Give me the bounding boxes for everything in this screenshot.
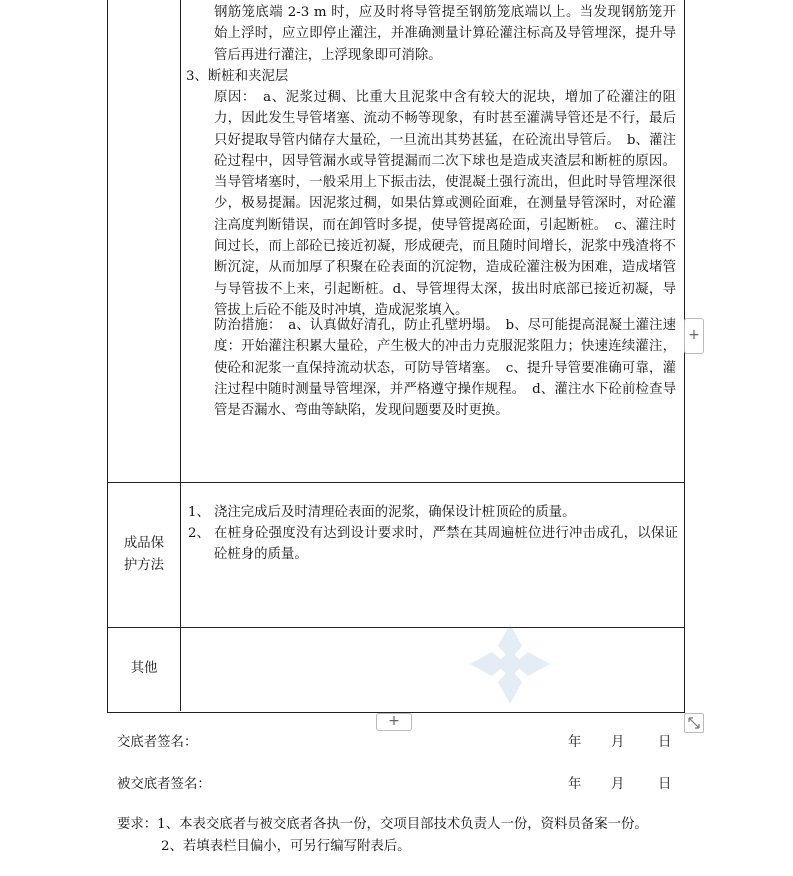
column-divider — [180, 0, 181, 711]
discloser-label: 交底者签名： — [117, 735, 198, 750]
add-column-button[interactable]: + — [684, 318, 704, 354]
row-divider-other — [108, 627, 684, 628]
section3-title[interactable]: 3、断桩和夹泥层 — [186, 69, 289, 84]
disclosure-table — [107, 0, 685, 713]
cause-paragraph[interactable]: 原因： a、泥浆过稠、比重大且泥浆中含有较大的泥块，增加了砼灌注的阻力，因此发生导管堵塞、流动不畅等现象，有时甚至灌满导管还是不行，最后只好提取导管内储存大量砼，一旦流出其势甚猛，在砼流出导管后。 b、灌注砼过程中，因导管漏水或导管提漏而二次下球也是造成夹渣层和断桩的原因。当导管堵塞时，一般采用上下振击法，使混凝土强行流出，但此时导管埋深很少，极易提漏。因泥浆过稠，如果估算或测砼面难，在测量导管深时，对砼灌注高度判断错误，而在卸管时多提，使导管提离砼面，引起断桩。 c、灌注时间过长，而上部砼已接近初凝，形成硬壳，而且随时间增长，泥浆中残渣将不断沉淀，从而加厚了积聚在砼表面的沉淀物，造成砼灌注极为困难，造成堵管与导管拔不上来，引起断桩。d、导管埋得太深，拔出时底部已接近初凝，导管拔上后砼不能及时冲填，造成泥浆填入。 — [214, 90, 676, 318]
other-label[interactable]: 其他 — [130, 661, 158, 676]
protection-list[interactable] — [188, 502, 678, 565]
watermark-logo-icon — [466, 620, 554, 708]
requirements-notes[interactable] — [117, 814, 737, 858]
protection-label[interactable]: 成品保护方法 — [123, 536, 165, 573]
add-row-button[interactable]: + — [376, 713, 412, 731]
note-line-1: 要求：1、本表交底者与被交底者各执一份，交项目部技术负责人一份，资料员备案一份。 — [117, 817, 648, 832]
receiver-label: 被交底者签名： — [117, 777, 211, 792]
row-divider-protection — [108, 482, 684, 483]
list-item: 2、 在桩身砼强度没有达到设计要求时，严禁在其周遍桩位进行冲击成孔，以保证砼桩身的质量。 — [188, 526, 678, 562]
discloser-signature-row[interactable]: 交底者签名： 年 月 日 — [117, 735, 672, 750]
resize-arrows-icon — [685, 714, 703, 732]
list-item: 1、 浇注完成后及时清理砼表面的泥浆，确保设计桩顶砼的质量。 — [188, 505, 576, 520]
measures-paragraph[interactable]: 防治措施： a、认真做好清孔，防止孔壁坍塌。 b、尽可能提高混凝土灌注速度：开始灌注积累大量砼，产生极大的冲击力克服泥浆阻力；快速连续灌注，使砼和泥浆一直保持流动状态，可防导管堵塞。 c、提升导管要准确可靠，灌注过程中随时测量导管埋深，并严格遵守操作规程。 d、灌注水下砼前检查导管是否漏水、弯曲等缺陷，发现问题要及时更换。 — [214, 318, 676, 419]
receiver-signature-row[interactable]: 被交底者签名： 年 月 日 — [117, 777, 672, 792]
continued-paragraph[interactable]: 钢筋笼底端 2-3 m 时，应及时将导管提至钢筋笼底端以上。当发现钢筋笼开始上浮时，应立即停止灌注，并准确测量计算砼灌注标高及导管埋深，提升导管后再进行灌注，上浮现象即可消除。 — [214, 5, 676, 63]
table-resize-handle[interactable] — [684, 713, 704, 733]
note-line-2: 2、若填表栏目偏小，可另行编写附表后。 — [161, 839, 411, 854]
